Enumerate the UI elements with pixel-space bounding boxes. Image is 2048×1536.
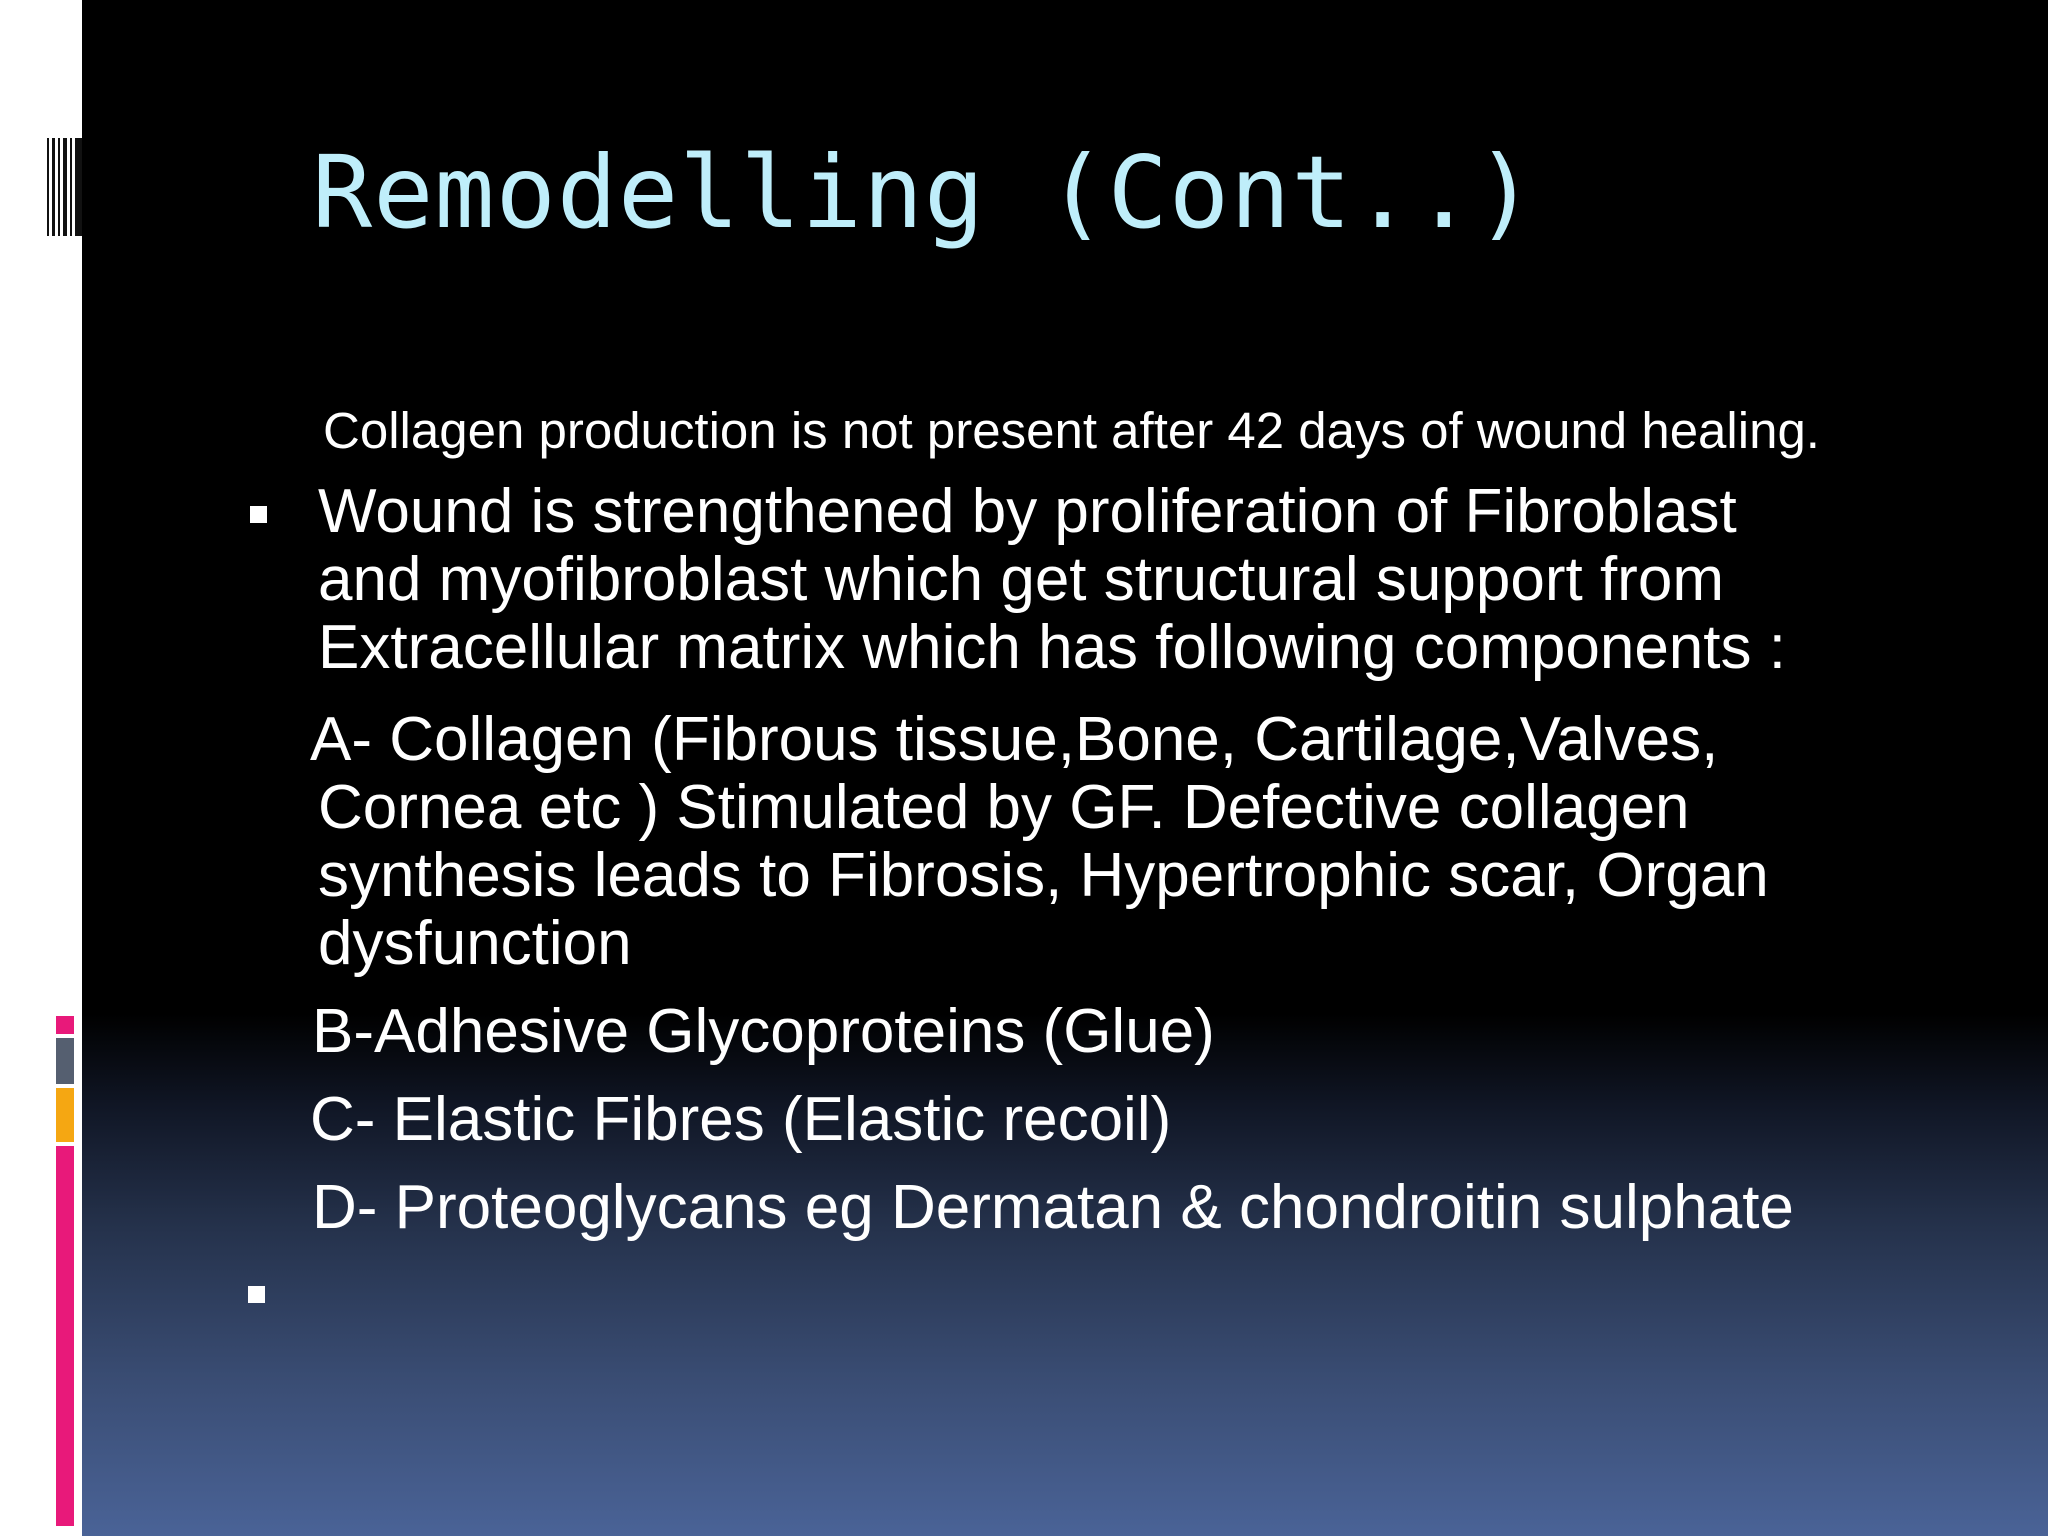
bullet-main-line: and myofibroblast which get structural support from: [318, 545, 1724, 614]
color-bars-decoration: [56, 1016, 76, 1510]
component-c-text: C- Elastic Fibres (Elastic recoil): [310, 1085, 1172, 1154]
barcode-line: [58, 138, 60, 236]
gray-bar-segment: [56, 1038, 74, 1084]
component-a-line: A- Collagen (Fibrous tissue,Bone, Cartilage,Valves,: [310, 705, 1719, 774]
component-a-line: synthesis leads to Fibrosis, Hypertrophic scar, Organ: [318, 841, 1769, 910]
barcode-line: [52, 138, 55, 236]
bullet-main-line: Wound is strengthened by proliferation of Fibroblast: [318, 477, 1737, 546]
barcode-decoration: [47, 138, 83, 236]
pink-bar-segment: [56, 1016, 74, 1034]
component-a-line: dysfunction: [318, 909, 632, 978]
bullet-square-icon: [250, 506, 267, 523]
barcode-line: [63, 138, 67, 236]
bullet-main-line: Extracellular matrix which has following components :: [318, 613, 1786, 682]
barcode-line: [47, 138, 49, 236]
component-b-text: B-Adhesive Glycoproteins (Glue): [312, 997, 1215, 1066]
orange-bar-segment: [56, 1088, 74, 1142]
pink-bar-segment: [56, 1146, 74, 1526]
slide-title: Remodelling (Cont..): [312, 134, 1537, 251]
bullet-square-icon: [248, 1286, 265, 1303]
slide-canvas: [82, 0, 2048, 1536]
intro-text: Collagen production is not present after 42 days of wound healing.: [323, 402, 1820, 459]
component-a-line: Cornea etc ) Stimulated by GF. Defective collagen: [318, 773, 1690, 842]
barcode-line: [70, 138, 72, 236]
component-d-text: D- Proteoglycans eg Dermatan & chondroitin sulphate: [312, 1173, 1794, 1242]
left-decoration-strip: [0, 0, 82, 1536]
